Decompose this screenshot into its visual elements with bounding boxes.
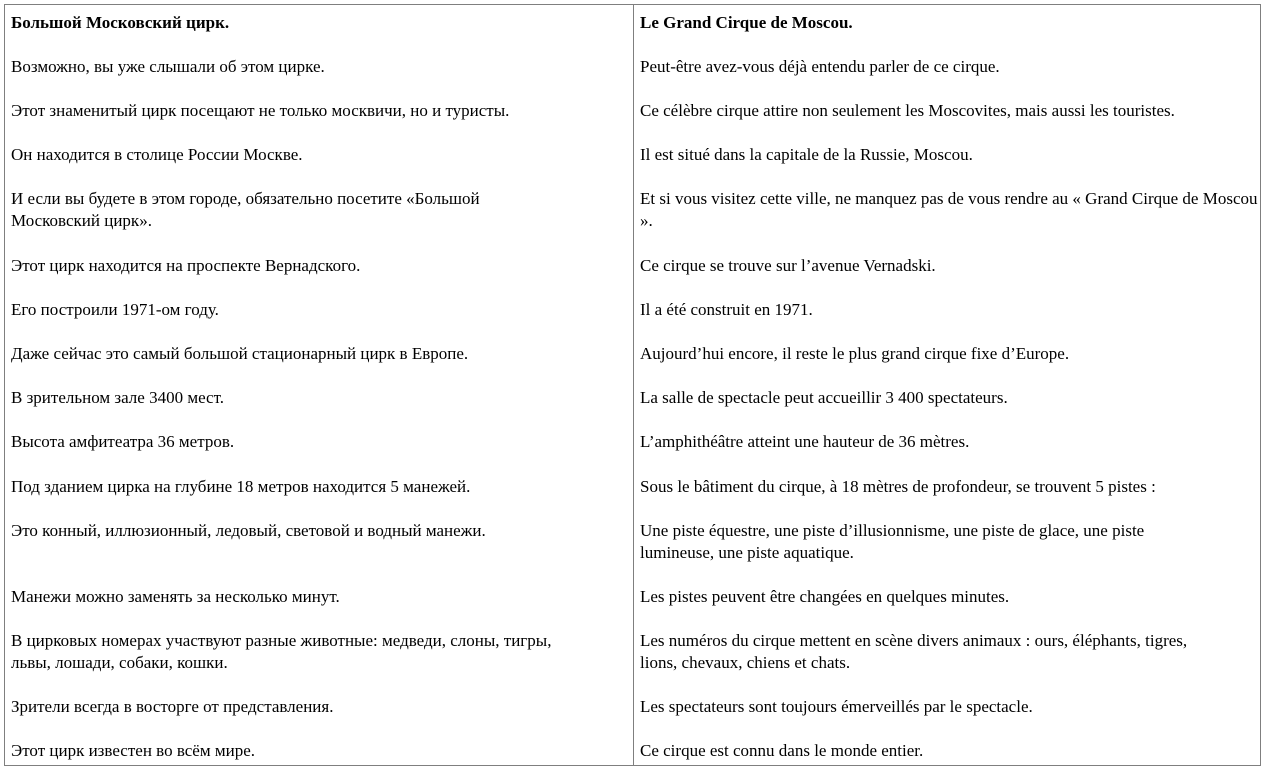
french-column bbox=[634, 5, 1260, 765]
text-ru-12: Манежи можно заменять за несколько минут. bbox=[11, 587, 340, 606]
text-fr-14: Les spectateurs sont toujours émerveillés par le spectacle. bbox=[640, 697, 1033, 716]
text-ru-2: Этот знаменитый цирк посещают не только москвичи, но и туристы. bbox=[11, 101, 510, 120]
text-fr-13: Les numéros du cirque mettent en scène divers animaux : ours, éléphants, tigres, lions, chevaux, chiens et chats. bbox=[640, 631, 1188, 672]
text-fr-6: Il a été construit en 1971. bbox=[640, 300, 813, 319]
russian-column bbox=[5, 5, 634, 765]
text-fr-11: Une piste équestre, une piste d’illusionnisme, une piste de glace, une piste lumineuse, une piste aquatique. bbox=[640, 521, 1145, 562]
text-fr-8: La salle de spectacle peut accueillir 3 400 spectateurs. bbox=[640, 388, 1008, 407]
text-ru-9: Высота амфитеатра 36 метров. bbox=[11, 432, 235, 451]
text-fr-15: Ce cirque est connu dans le monde entier. bbox=[640, 741, 924, 760]
bilingual-table bbox=[4, 4, 1261, 766]
text-ru-6: Его построили 1971-ом году. bbox=[11, 300, 219, 319]
text-fr-1: Peut-être avez-vous déjà entendu parler de ce cirque. bbox=[640, 57, 1000, 76]
text-ru-10: Под зданием цирка на глубине 18 метров находится 5 манежей. bbox=[11, 477, 471, 496]
text-ru-3: Он находится в столице России Москве. bbox=[11, 145, 303, 164]
text-ru-5: Этот цирк находится на проспекте Вернадского. bbox=[11, 256, 361, 275]
text-ru-4: И если вы будете в этом городе, обязательно посетите «Большой Московский цирк». bbox=[11, 189, 480, 230]
text-fr-12: Les pistes peuvent être changées en quelques minutes. bbox=[640, 587, 1010, 606]
title-ru: Большой Московский цирк. bbox=[11, 13, 230, 32]
text-fr-10: Sous le bâtiment du cirque, à 18 mètres de profondeur, se trouvent 5 pistes : bbox=[640, 477, 1156, 496]
text-fr-2: Ce célèbre cirque attire non seulement les Moscovites, mais aussi les touristes. bbox=[640, 101, 1175, 120]
text-fr-4: Et si vous visitez cette ville, ne manquez pas de vous rendre au « Grand Cirque de Moscou ». bbox=[640, 189, 1258, 230]
text-ru-8: В зрительном зале 3400 мест. bbox=[11, 388, 225, 407]
text-fr-3: Il est situé dans la capitale de la Russie, Moscou. bbox=[640, 145, 973, 164]
text-fr-5: Ce cirque se trouve sur l’avenue Vernadski. bbox=[640, 256, 936, 275]
text-fr-7: Aujourd’hui encore, il reste le plus grand cirque fixe d’Europe. bbox=[640, 344, 1070, 363]
text-ru-11: Это конный, иллюзионный, ледовый, световой и водный манежи. bbox=[11, 521, 486, 540]
text-ru-1: Возможно, вы уже слышали об этом цирке. bbox=[11, 57, 325, 76]
text-ru-13: В цирковых номерах участвуют разные животные: медведи, слоны, тигры, львы, лошади, собаки, кошки. bbox=[11, 631, 552, 672]
text-fr-9: L’amphithéâtre atteint une hauteur de 36 mètres. bbox=[640, 432, 970, 451]
text-ru-14: Зрители всегда в восторге от представления. bbox=[11, 697, 334, 716]
title-fr: Le Grand Cirque de Moscou. bbox=[640, 13, 853, 32]
text-ru-7: Даже сейчас это самый большой стационарный цирк в Европе. bbox=[11, 344, 469, 363]
text-ru-15: Этот цирк известен во всём мире. bbox=[11, 741, 256, 760]
